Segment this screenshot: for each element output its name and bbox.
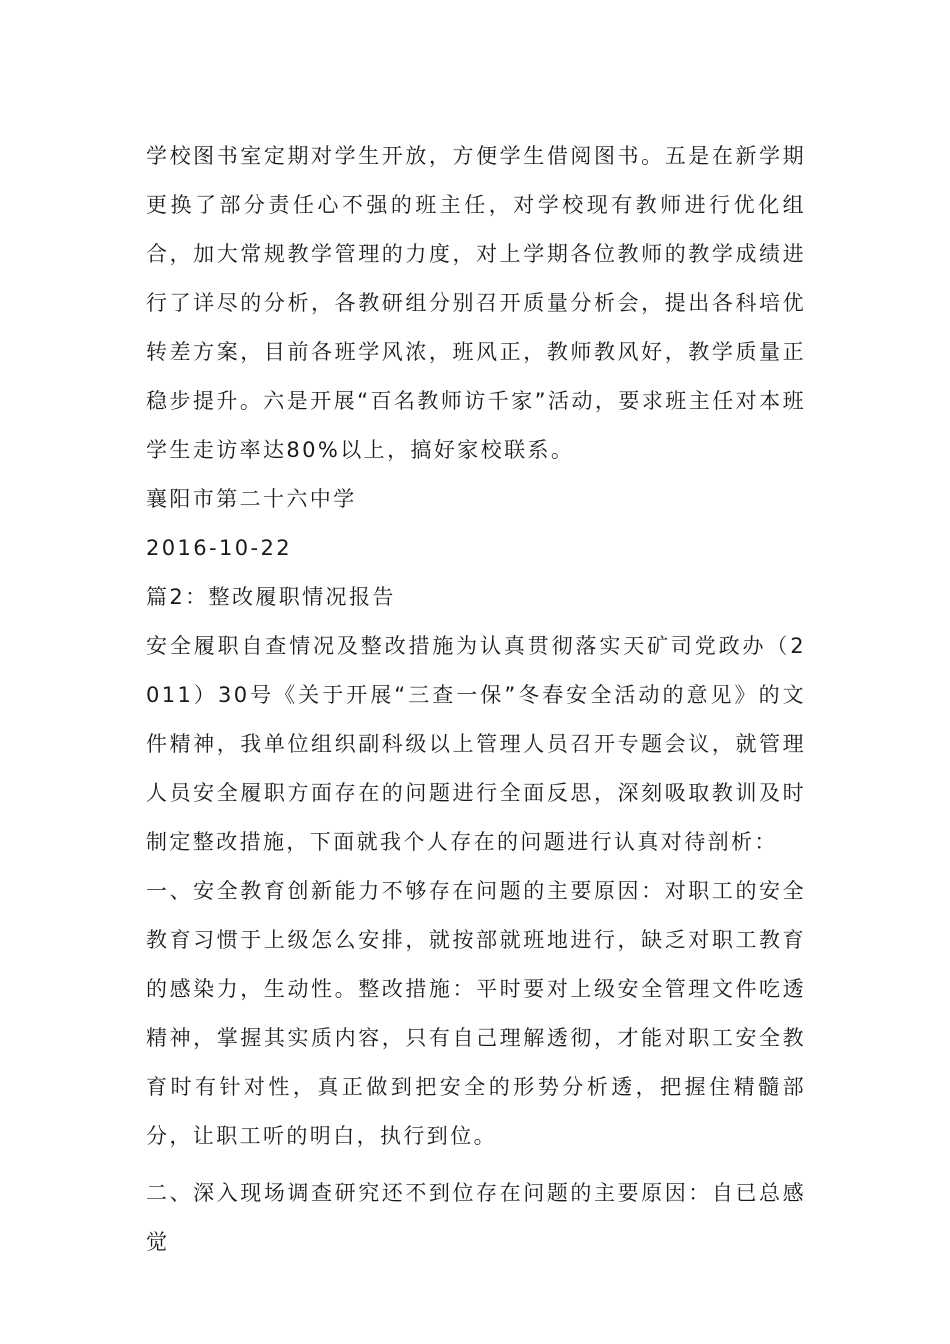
paragraph-intro: 安全履职自查情况及整改措施为认真贯彻落实天矿司党政办（2011）30号《关于开展“三查一保”冬春安全活动的意见》的文件精神，我单位组织副科级以上管理人员召开专题会议，就管理人员安全履职方面存在的问题进行全面反思，深刻吸取教训及时制定整改措施，下面就我个人存在的问题进行认真对待剖析： (146, 634, 806, 854)
signature-school-name: 襄阳市第二十六中学 (146, 487, 357, 511)
paragraph-point-one: 一、安全教育创新能力不够存在问题的主要原因：对职工的安全教育习惯于上级怎么安排，就按部就班地进行，缺乏对职工教育的感染力，生动性。整改措施：平时要对上级安全管理文件吃透精神，掌握其实质内容，只有自己理解透彻，才能对职工安全教育时有针对性，真正做到把安全的形势分析透，把握住精髓部分，让职工听的明白，执行到位。 (146, 879, 806, 1148)
signature-date: 2016-10-22 (146, 536, 293, 560)
section-title: 篇2：整改履职情况报告 (146, 585, 396, 609)
paragraph-point-two: 二、深入现场调查研究还不到位存在问题的主要原因：自已总感觉 (146, 1181, 806, 1254)
document-page (146, 132, 806, 1267)
paragraph-school-measures: 学校图书室定期对学生开放，方便学生借阅图书。五是在新学期更换了部分责任心不强的班主任，对学校现有教师进行优化组合，加大常规教学管理的力度，对上学期各位教师的教学成绩进行了详尽的分析，各教研组分别召开质量分析会，提出各科培优转差方案，目前各班学风浓，班风正，教师教风好，教学质量正稳步提升。六是开展“百名教师访千家”活动，要求班主任对本班学生走访率达80%以上，搞好家校联系。 (146, 144, 806, 462)
